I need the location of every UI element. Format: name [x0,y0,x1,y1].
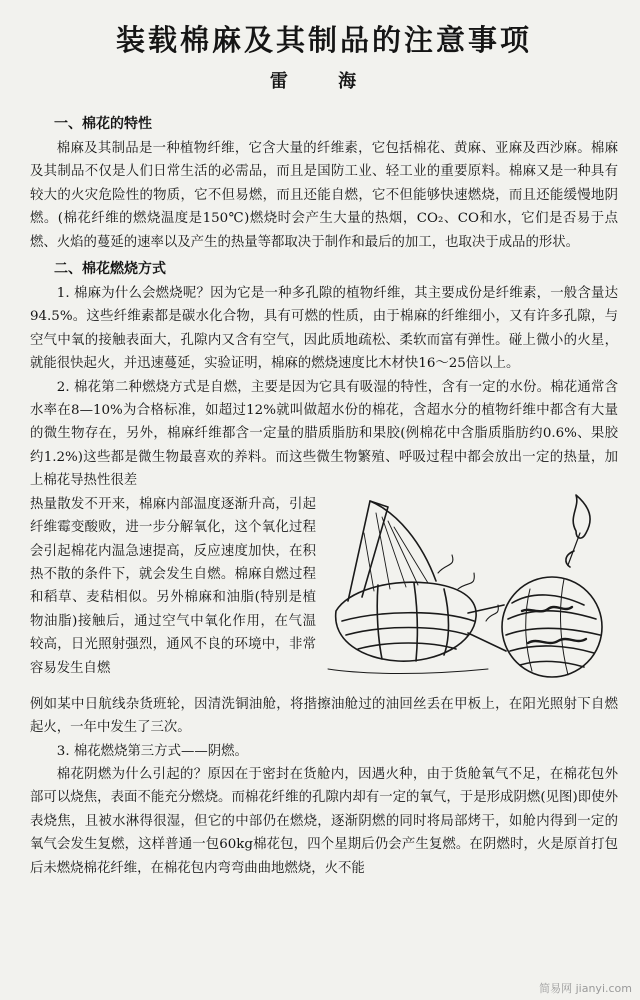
section-heading-2: 二、棉花燃烧方式 [54,261,166,278]
paragraph-why-burn: 1. 棉麻为什么会燃烧呢？因为它是一种多孔隙的植物纤维，其主要成份是纤维素，一般含量达94.5%。这些纤维素都是碳水化合物，具有可燃的性质，由于棉麻的纤维细小，又有许多孔隙，与空气中氧的接触表面大，孔隙内又含有空气，因此质地疏松、柔软而富有弹性。碰上微小的火星，就能很快起火，并迅速蔓延，实验证明，棉麻的燃烧速度比木材快16～25倍以上。 [30,286,618,372]
paragraph-self-ignition-case: 例如某中日航线杂货班轮，因清洗铜油舱，将揩擦油舱过的油回丝丢在甲板上，在阳光照射下自燃起火，一年中发生了三次。 [30,696,618,736]
paragraph-self-ignition: 2. 棉花第二种燃烧方式是自燃，主要是因为它具有吸湿的特性，含有一定的水份。棉花通常含水率在8—10%为合格标准，如超过12%就叫做超水份的棉花，含超水分的植物纤维中都含有大量的微生物存在，另外，棉麻纤维都含一定量的腊质脂肪和果胶(例棉花中含脂质脂肪约0.6%、果胶约1.2%)这些都是微生物最喜欢的养料。而这些微生物繁殖、呼吸过程中都会放出一定的热量，加上棉花导热性很差 [30,379,618,489]
cotton-bale-smoldering-illustration [318,493,620,693]
paragraph-characteristics: 棉麻及其制品是一种植物纤维，它含大量的纤维素，它包括棉花、黄麻、亚麻及西沙麻。棉麻及其制品不仅是人们日常生活的必需品，而且是国防工业、轻工业的重要原料。棉麻又是一种具有较大的火灾危险性的物质，它不但易燃，而且还能自燃，它不但能够快速燃烧，而且还能缓慢地阴燃。(棉花纤维的燃烧温度是150℃)燃烧时会产生大量的热烟，CO₂、CO和水，它们是否易于点燃、火焰的蔓延的速率以及产生的热量等都取决于制作和最后的加工，也取决于成品的形状。 [30,141,618,250]
paragraph-smoldering-heading: 3. 棉花燃烧第三方式——阴燃。 [56,743,248,759]
article-title: 装载棉麻及其制品的注意事项 [115,23,532,57]
watermark: 简易网 jianyi.com [539,982,632,995]
text-figure-block [30,493,618,693]
section-heading-1: 一、棉花的特性 [54,116,152,132]
paragraph-smoldering: 棉花阴燃为什么引起的？原因在于密封在货舱内，因遇火种，由于货舱氧气不足，在棉花包外部可以烧焦，表面不能充分燃烧。而棉花纤维的孔隙内却有一定的氧气，于是形成阴燃(见图)即使外表烧焦，且被水淋得很湿，但它的中部仍在燃烧，逐渐阴燃的同时将局部烤干，如舱内得到一定的氧气会发生复燃，这样普通一包60kg棉花包，四个星期后仍会产生复燃。在阴燃时，火是原首打包后未燃烧棉花纤维，在棉花包内弯弯曲曲地燃烧，火不能 [30,766,618,876]
article-author: 雷 海 [269,71,379,92]
paragraph-self-ignition-wrap: 热量散发不开来，棉麻内部温度逐渐升高，引起纤维霉变酸败，进一步分解氧化，这个氧化过程会引起棉花内温急速提高，反应速度加快，在积热不散的条件下，就会发生自燃。棉麻自燃过程和稻草、麦秸相似。另外棉麻和油脂(特别是植物油脂)接触后，通过空气中氧化作用，在气温较高，日光照射强烈，通风不良的环境中，非常容易发生自燃 [30,496,316,676]
